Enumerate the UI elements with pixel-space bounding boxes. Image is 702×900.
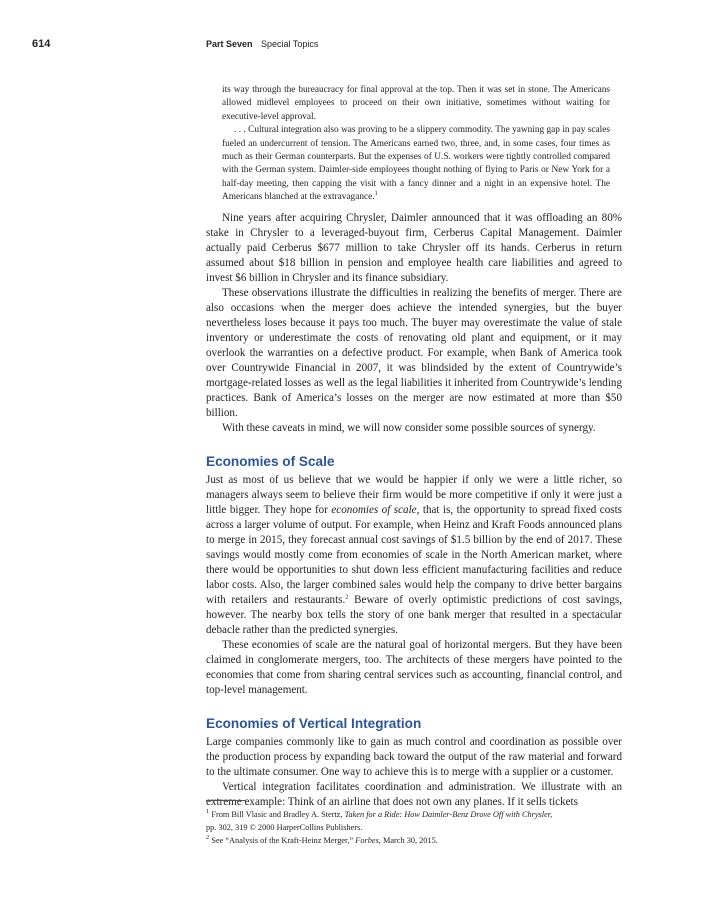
- body-paragraph: [206, 473, 622, 638]
- paragraph-text: Just as most of us believe that we would be happier if only we were a little richer, so managers always seem to believe their firm would be more competitive if only it were just a little bigger. They hope for: [206, 473, 622, 516]
- footnotes: [206, 808, 622, 847]
- part-title: Special Topics: [261, 39, 319, 49]
- footnote-number: 2: [206, 834, 210, 842]
- footnote-book-title: Taken for a Ride: How Daimler-Benz Drove Off with Chrysler,: [344, 810, 553, 819]
- running-head: [32, 38, 702, 54]
- footnote-text: From Bill Vlasic and Bradley A. Stertz,: [209, 810, 345, 819]
- paragraph-text: Beware of overly optimistic predictions of cost savings, however. The nearby box tells the story of one bank merger that resulted in a spectacular debacle rather than the predicted synergies.: [206, 593, 622, 636]
- body-paragraph: Vertical integration facilitates coordination and administration. We illustrate with an extreme example: Think of an airline that does not own any planes. If it sells tickets: [206, 780, 622, 808]
- footnote-1-cont: pp. 302, 319 © 2000 HarperCollins Publishers.: [206, 823, 363, 832]
- footnote-divider: [206, 800, 246, 801]
- footnote-ref: 2: [345, 592, 349, 600]
- section-heading-scale: Economies of Scale: [206, 453, 335, 469]
- footnote-ref: 1: [374, 190, 378, 198]
- main-content: [206, 84, 622, 810]
- footnote-text: See “Analysis of the Kraft-Heinz Merger,”: [209, 836, 356, 845]
- body-paragraph: Nine years after acquiring Chrysler, Daimler announced that it was offloading an 80% stake in Chrysler to a leveraged-buyout firm, Cerberus Capital Management. Daimler actually paid Cerberus $677 million to take Chrysler off its hands. Cerberus in return assumed about $18 billion in pension and employee health care liabilities and agreed to invest $6 billion in Chrysler and its finance subsidiary.: [206, 211, 622, 284]
- quote-text: . . . Cultural integration also was proving to be a slippery commodity. The yawning gap in pay scales fueled an undercurrent of tension. The Americans earned two, three, and, in some cases, four times as much as their German counterparts. But the expenses of U.S. workers were tightly controlled compared with the German system. Daimler-side employees thought nothing of flying to Paris or New York for a half-day meeting, then capping the visit with a fancy dinner and a night in an expensive hotel. The Americans blanched at the extravagance.: [222, 125, 610, 203]
- footnote-1: [206, 808, 622, 821]
- footnote-source-title: Forbes,: [355, 836, 381, 845]
- body-paragraph: These economies of scale are the natural goal of horizontal mergers. But they have been claimed in conglomerate mergers, too. The architects of these mergers have pointed to the economies that come from sharing central services such as accounting, financial control, and top-level management.: [206, 638, 622, 696]
- body-paragraph: These observations illustrate the difficulties in realizing the benefits of merger. There are also occasions when the merger does achieve the intended synergies, but the buyer nevertheless loses because it pays too much. The buyer may overestimate the value of stale inventory or underestimate the costs of renovating old plant and equipment, or it may overlook the warranties on a defective product. For example, when Bank of America took over Countrywide Financial in 2007, it was blindsided by the extent of Countrywide’s mortgage-related losses as well as the legal liabilities it inherited from Countrywide’s lending practices. Bank of America’s losses on the merger are now estimated at more than $50 billion.: [206, 286, 622, 419]
- page-number: 614: [32, 38, 51, 50]
- body-paragraph: With these caveats in mind, we will now consider some possible sources of synergy.: [222, 421, 596, 434]
- footnote-2: [206, 834, 622, 847]
- footnote-text: March 30, 2015.: [380, 836, 438, 845]
- quote-paragraph: [222, 124, 610, 204]
- section-heading-vertical: Economies of Vertical Integration: [206, 715, 422, 731]
- emphasis-term: economies of scale,: [331, 503, 420, 516]
- part-label: Part Seven: [206, 39, 253, 49]
- footnote-number: 1: [206, 808, 210, 816]
- quote-paragraph: its way through the bureaucracy for final approval at the top. Then it was set in stone. The Americans allowed midlevel employees to proceed on their own initiative, sometimes without waiting for executive-level approval.: [222, 85, 610, 122]
- body-paragraph: Large companies commonly like to gain as much control and coordination as possible over the production process by expanding back toward the output of the raw material and forward to the ultimate consumer. One way to achieve this is to merge with a supplier or a customer.: [206, 735, 622, 778]
- paragraph-text: that is, the opportunity to spread fixed costs across a larger volume of output. For example, when Heinz and Kraft Foods announced plans to merge in 2015, they forecast annual cost savings of $1.5 billion by the end of 2017. These savings would mostly come from economies of scale in the North American market, where there would be opportunities to shut down less efficient manufacturing facilities and reduce labor costs. Also, the larger combined sales would help the company to drive better bargains with retailers and restaurants.: [206, 503, 622, 606]
- block-quote: [222, 84, 610, 205]
